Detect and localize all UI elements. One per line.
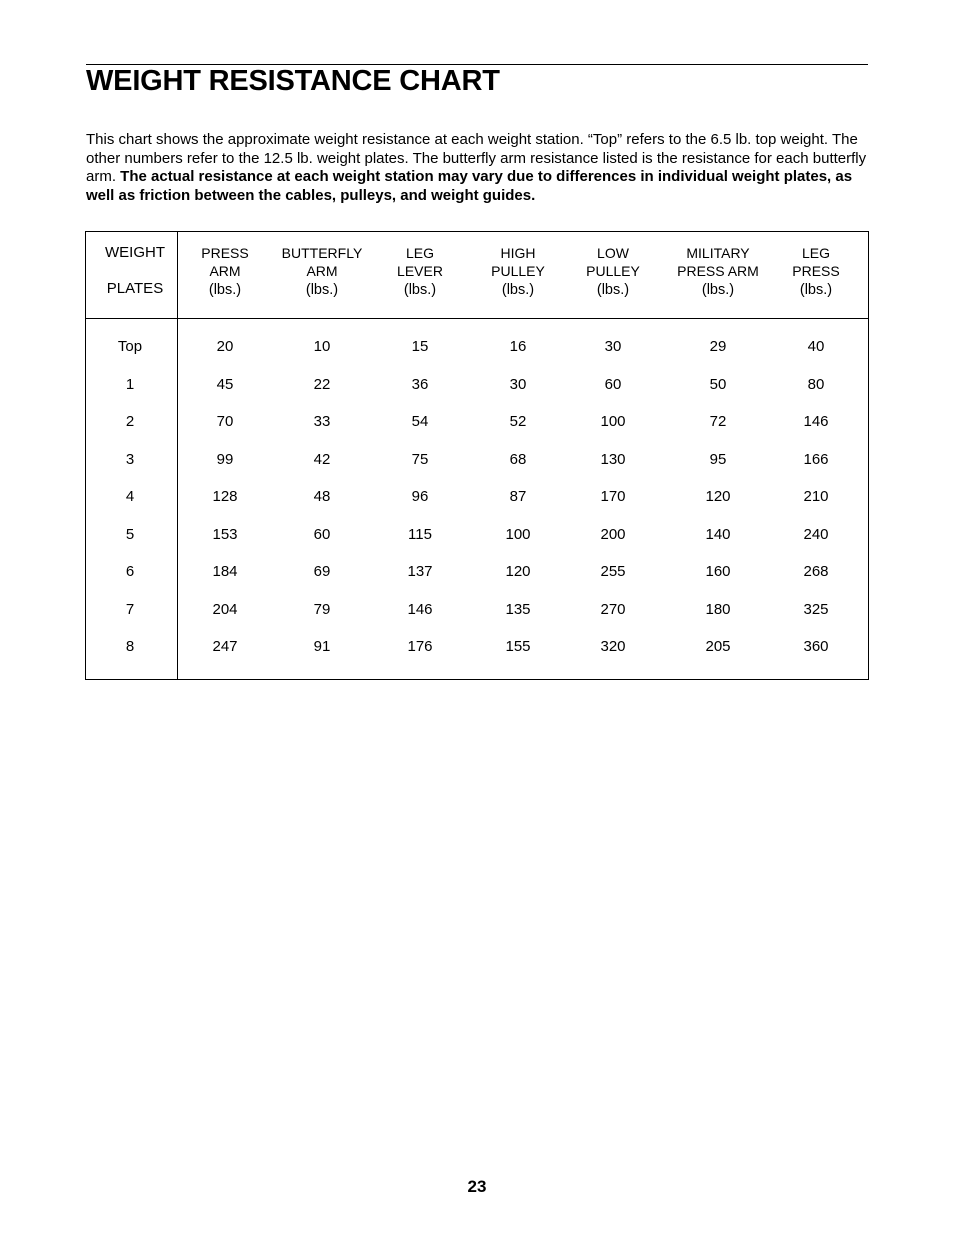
resistance-cell: 96: [411, 488, 429, 505]
column-header-line2: PRESS: [792, 263, 840, 280]
resistance-cell: 60: [313, 525, 331, 543]
resistance-cell: 75: [411, 450, 429, 468]
resistance-cell: 146: [803, 413, 829, 430]
resistance-cell: 128: [212, 488, 238, 505]
resistance-cell: 146: [407, 600, 433, 618]
column-header-line1: PRESS: [201, 245, 249, 261]
intro-paragraph: [86, 131, 872, 205]
resistance-cell: 33: [313, 413, 331, 430]
resistance-cell: 184: [212, 563, 238, 580]
resistance-cell: 29: [709, 338, 727, 355]
resistance-cell: 140: [705, 525, 731, 543]
column-header-line2: PULLEY: [586, 263, 640, 280]
row-header-line2: PLATES: [106, 280, 164, 297]
resistance-cell: 22: [313, 375, 331, 393]
resistance-cell: 70: [216, 413, 234, 430]
column-header: [756, 244, 876, 299]
resistance-cell: 72: [709, 413, 727, 430]
column-header-unit: (lbs.): [701, 281, 735, 298]
column-header: [553, 244, 673, 299]
resistance-cell: 210: [803, 488, 829, 505]
resistance-cell: 79: [313, 600, 331, 618]
resistance-cell: 80: [807, 375, 825, 393]
column-header-unit: (lbs.): [403, 281, 437, 298]
intro-warning-text: The actual resistance at each weight station may vary due to differences in individual weight plates, as well as friction between the cables, pulleys, and weight guides.: [86, 168, 853, 204]
column-header-line1: LEG: [801, 245, 830, 261]
resistance-cell: 176: [407, 638, 433, 655]
column-header-line1: BUTTERFLY: [281, 245, 363, 261]
resistance-cell: 255: [600, 563, 626, 580]
plates-cell: 4: [125, 488, 135, 505]
plates-cell: 3: [125, 450, 135, 468]
resistance-cell: 30: [509, 375, 527, 393]
resistance-cell: 204: [212, 600, 238, 618]
page-title: WEIGHT RESISTANCE CHART: [86, 65, 500, 97]
resistance-cell: 52: [509, 413, 527, 430]
resistance-cell: 69: [313, 563, 331, 580]
resistance-cell: 268: [803, 563, 829, 580]
column-header-line2: ARM: [209, 263, 241, 280]
row-header-line1: WEIGHT: [105, 244, 165, 261]
resistance-cell: 130: [600, 450, 626, 468]
resistance-cell: 50: [709, 375, 727, 393]
resistance-cell: 180: [705, 600, 731, 618]
plates-cell: 1: [125, 375, 135, 393]
column-header-line1: HIGH: [500, 245, 536, 261]
resistance-cell: 120: [505, 563, 531, 580]
resistance-cell: 45: [216, 375, 234, 393]
plates-cell: 2: [125, 413, 135, 430]
resistance-cell: 100: [600, 413, 626, 430]
resistance-cell: 99: [216, 450, 234, 468]
resistance-cell: 200: [600, 525, 626, 543]
resistance-cell: 360: [803, 638, 829, 655]
resistance-cell: 240: [803, 525, 829, 543]
resistance-cell: 325: [803, 600, 829, 618]
resistance-cell: 247: [212, 638, 238, 655]
column-header-unit: (lbs.): [799, 281, 833, 298]
resistance-cell: 95: [709, 450, 727, 468]
weight-resistance-table: [85, 231, 869, 680]
column-header-line1: MILITARY: [686, 245, 750, 261]
resistance-cell: 160: [705, 563, 731, 580]
intro-text: This chart shows the approximate weight resistance at each weight station. “Top” refers to the 6.5 lb. top weight. The other numbers refer to the 12.5 lb. weight plates. The butterfly arm resistance listed is the resistance for each butterfly arm.: [86, 131, 867, 186]
resistance-cell: 100: [505, 525, 531, 543]
column-header-line2: LEVER: [397, 263, 443, 280]
column-header-line2: PULLEY: [491, 263, 545, 280]
resistance-cell: 115: [408, 525, 432, 543]
resistance-cell: 270: [600, 600, 626, 618]
resistance-cell: 320: [600, 638, 626, 655]
resistance-cell: 48: [313, 488, 331, 505]
resistance-cell: 68: [509, 450, 527, 468]
resistance-cell: 20: [216, 338, 234, 355]
plates-cell: 8: [125, 638, 135, 655]
resistance-cell: 87: [509, 488, 527, 505]
resistance-cell: 153: [212, 525, 238, 543]
resistance-cell: 60: [604, 375, 622, 393]
resistance-cell: 170: [600, 488, 626, 505]
resistance-cell: 42: [313, 450, 331, 468]
resistance-cell: 40: [807, 338, 825, 355]
resistance-cell: 120: [705, 488, 731, 505]
column-header-unit: (lbs.): [501, 281, 535, 298]
header-separator: [86, 318, 868, 319]
plates-cell: Top: [117, 338, 143, 355]
column-header-line2: ARM: [306, 263, 338, 280]
resistance-cell: 135: [505, 600, 531, 618]
plates-cell: 5: [125, 525, 135, 543]
resistance-cell: 166: [803, 450, 829, 468]
page-number: 23: [467, 1177, 487, 1196]
plates-cell: 6: [125, 563, 135, 580]
column-header-unit: (lbs.): [596, 281, 630, 298]
resistance-cell: 16: [509, 338, 527, 355]
resistance-cell: 91: [313, 638, 331, 655]
column-header-line2: PRESS ARM: [677, 263, 759, 280]
column-header-line1: LOW: [597, 245, 629, 261]
row-header: [100, 243, 170, 299]
resistance-cell: 54: [411, 413, 429, 430]
resistance-cell: 10: [313, 338, 331, 355]
plates-cell: 7: [125, 600, 135, 618]
resistance-cell: 30: [604, 338, 622, 355]
resistance-cell: 137: [407, 563, 433, 580]
column-header-unit: (lbs.): [208, 281, 242, 298]
resistance-cell: 205: [705, 638, 731, 655]
column-header-unit: (lbs.): [305, 281, 339, 298]
resistance-cell: 36: [411, 375, 429, 393]
resistance-cell: 15: [411, 338, 429, 355]
resistance-cell: 155: [505, 638, 531, 655]
column-header-line1: LEG: [405, 245, 434, 261]
